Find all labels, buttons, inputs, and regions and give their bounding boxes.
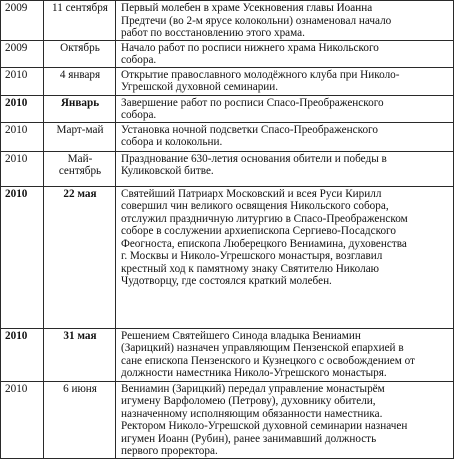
- table-row: [1, 186, 454, 328]
- year-cell: 2010: [1, 122, 44, 151]
- date-cell: 31 мая: [44, 328, 116, 381]
- date-cell: 22 мая: [44, 186, 116, 328]
- year-cell: 2010: [1, 151, 44, 186]
- year-cell: 2009: [1, 40, 44, 67]
- year-cell: 2010: [1, 67, 44, 95]
- year-cell: 2009: [1, 1, 44, 41]
- event-cell: Открытие православного молодёжного клуба при Николо- Угрешской духовной семинарии.: [116, 67, 454, 95]
- date-cell: 4 января: [44, 67, 116, 95]
- event-cell: Святейший Патриарх Московский и всея Руси Кирилл совершил чин великого освящения Никольского собора, отслужил праздничную литургию в Спасо-Преображенском соборе в сослужении архиепископа Сергиево-Посадского Феогноста, епископа Люберецкого Вениамина, духовенства г. Москвы и Николо-Угрешского монастыря, возглавил крестный ход к памятному знаку Святителю Николаю Чудотворцу, где состоялся краткий молебен.: [116, 186, 454, 328]
- table-row: [1, 122, 454, 151]
- date-cell: 11 сентября: [44, 1, 116, 41]
- year-cell: 2010: [1, 95, 44, 122]
- event-cell: Завершение работ по росписи Спасо-Преображенского собора.: [116, 95, 454, 122]
- date-cell: Март-май: [44, 122, 116, 151]
- year-cell: 2010: [1, 186, 44, 328]
- year-cell: 2010: [1, 328, 44, 381]
- table-row: [1, 151, 454, 186]
- event-cell: Празднование 630-летия основания обители и победы в Куликовской битве.: [116, 151, 454, 186]
- event-cell: Начало работ по росписи нижнего храма Никольского собора.: [116, 40, 454, 67]
- table-row: [1, 67, 454, 95]
- table-row: [1, 1, 454, 41]
- table-row: [1, 95, 454, 122]
- date-cell: Май- сентябрь: [44, 151, 116, 186]
- date-cell: 6 июня: [44, 381, 116, 458]
- table-row: [1, 381, 454, 458]
- event-cell: Первый молебен в храме Усекновения главы Иоанна Предтечи (во 2-м ярусе колокольни) ознаменовал начало работ по восстановлению этого храма.: [116, 1, 454, 41]
- table-row: [1, 328, 454, 381]
- event-cell: Установка ночной подсветки Спасо-Преображенского собора и колокольни.: [116, 122, 454, 151]
- year-cell: 2010: [1, 381, 44, 458]
- date-cell: Январь: [44, 95, 116, 122]
- event-cell: Решением Святейшего Синода владыка Вениамин (Зарицкий) назначен управляющим Пензенской епархией в сане епископа Пензенского и Кузнецкого с освобождением от должности наместника Николо-Угрешского монастыря.: [116, 328, 454, 381]
- table-row: [1, 40, 454, 67]
- event-cell: Вениамин (Зарицкий) передал управление монастырём игумену Варфоломею (Петрову), духовнику обители, назначенному исполняющим обязанности наместника. Ректором Николо-Угрешской духовной семинарии назначен игумен Иоанн (Рубин), ранее занимавший должность первого проректора.: [116, 381, 454, 458]
- date-cell: Октябрь: [44, 40, 116, 67]
- chronology-body: [1, 1, 454, 459]
